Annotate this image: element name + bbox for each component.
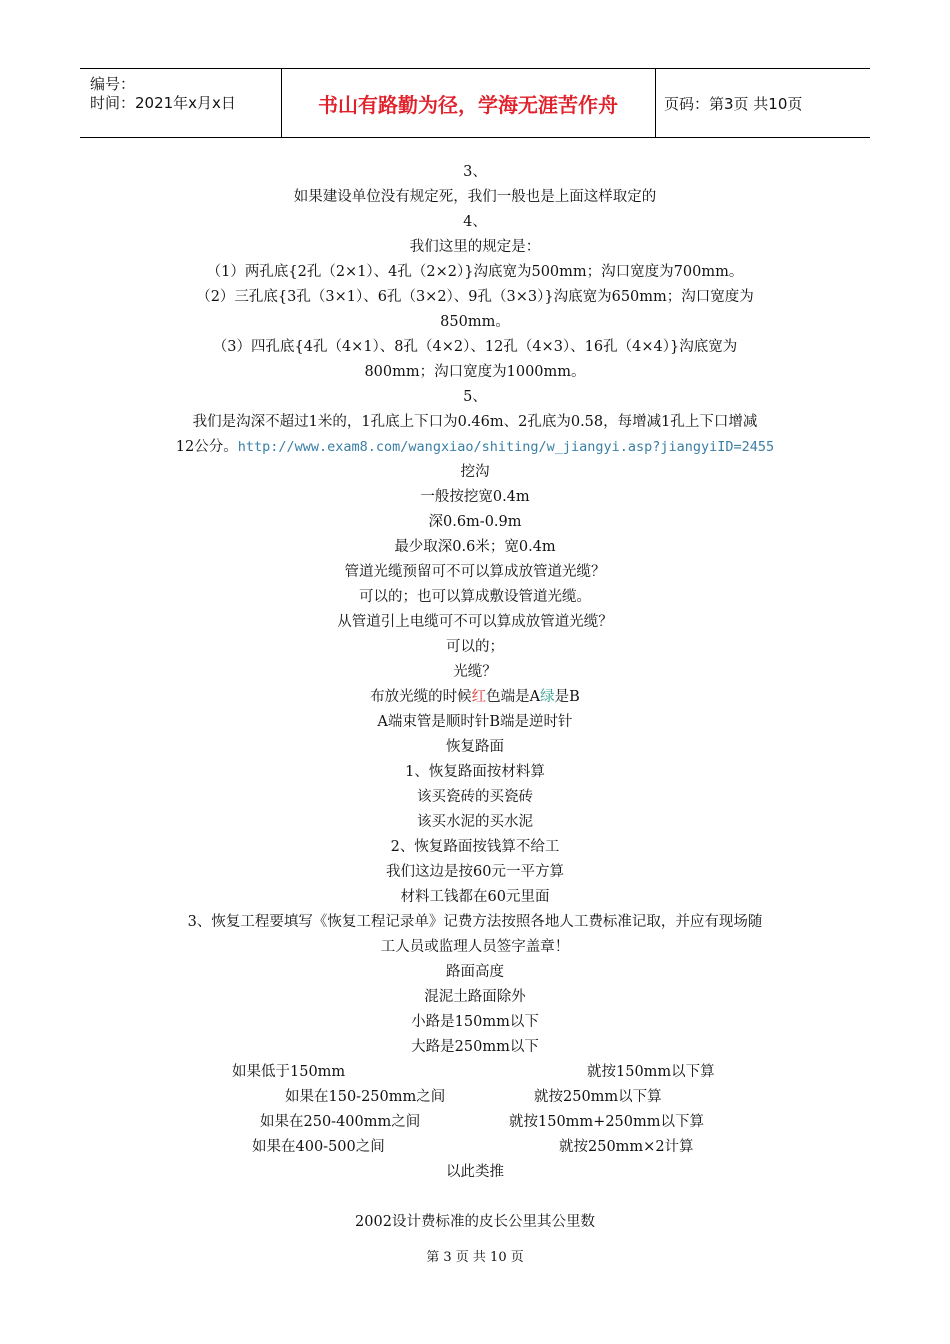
text-line: 以此类推 (446, 1164, 504, 1180)
text-line: 该买水泥的买水泥 (417, 814, 533, 830)
text-line (120, 435, 830, 460)
document-body (120, 160, 830, 1235)
text-line: 800mm；沟口宽度为1000mm。 (364, 364, 586, 380)
text-line: 混泥土路面除外 (424, 989, 526, 1005)
text-line: （1）两孔底{2孔（2×1）、4孔（2×2）}沟底宽为500mm；沟口宽度为700mm。 (206, 264, 744, 280)
green-word: 绿 (540, 689, 555, 705)
text-line: A端束管是顺时针B端是逆时针 (377, 714, 573, 730)
rule-condition: 如果在250-400mm之间 (260, 1114, 421, 1130)
text-line: 工人员或监理人员签字盖章！ (380, 939, 570, 955)
text-line: 路面高度 (446, 964, 504, 980)
number-label: 编号： (90, 75, 136, 93)
page-footer: 第 3 页 共 10 页 (426, 1250, 524, 1265)
text-line: 可以的；也可以算成敷设管道光缆。 (359, 589, 591, 605)
text-line: 我们这里的规定是： (409, 239, 541, 255)
text-line: 光缆？ (453, 664, 497, 680)
text-line: 850mm。 (440, 314, 510, 330)
text-segment: 色端是A (486, 689, 541, 705)
blank-line (120, 1185, 830, 1210)
text-line: 可以的； (446, 639, 504, 655)
document-header (80, 68, 870, 138)
text-line: 1、恢复路面按材料算 (405, 764, 545, 780)
text-line: 大路是250mm以下 (411, 1039, 539, 1055)
text-line: 挖沟 (460, 464, 490, 480)
text-line: 我们这边是按60元一平方算 (386, 864, 564, 880)
text-line: 该买瓷砖的买瓷砖 (417, 789, 533, 805)
text-line: 管道光缆预留可不可以算成放管道光缆？ (344, 564, 606, 580)
rule-row (120, 1060, 830, 1085)
rule-result: 就按250mm×2计算 (559, 1139, 694, 1155)
text-line: 3、 (463, 164, 487, 180)
text-segment: 12公分。 (175, 439, 238, 455)
text-line: 材料工钱都在60元里面 (400, 889, 550, 905)
rule-condition: 如果在150-250mm之间 (285, 1089, 446, 1105)
header-page-info: 页码：第3页 共10页 (664, 94, 803, 113)
text-segment: 是B (554, 689, 580, 705)
text-line: 从管道引上电缆可不可以算成放管道光缆？ (337, 614, 613, 630)
text-line: 我们是沟深不超过1米的，1孔底上下口为0.46m、2孔底为0.58，每增减1孔上下口增减 (192, 414, 758, 430)
rule-condition: 如果低于150mm (232, 1064, 346, 1080)
rule-row (120, 1135, 830, 1160)
header-divider (655, 69, 656, 137)
rule-result: 就按250mm以下算 (534, 1089, 662, 1105)
rule-condition: 如果在400-500之间 (252, 1139, 385, 1155)
rule-row (120, 1085, 830, 1110)
rule-result: 就按150mm以下算 (587, 1064, 715, 1080)
text-segment: 布放光缆的时候 (370, 689, 472, 705)
text-line: 恢复路面 (446, 739, 504, 755)
text-line: 最少取深0.6米；宽0.4m (394, 539, 556, 555)
text-line: 2002设计费标准的皮长公里其公里数 (355, 1214, 595, 1230)
exam8-link[interactable]: http://www.exam8.com/wangxiao/shiting/w_jiangyi.asp?jiangyiID=2455 (237, 439, 775, 455)
text-line: 一般按挖宽0.4m (420, 489, 530, 505)
text-line: （3）四孔底{4孔（4×1）、8孔（4×2）、12孔（4×3）、16孔（4×4）}沟底宽为 (212, 339, 738, 355)
text-line: 深0.6m-0.9m (428, 514, 522, 530)
text-line: 4、 (463, 214, 487, 230)
rule-result: 就按150mm+250mm以下算 (509, 1114, 704, 1130)
rule-row (120, 1110, 830, 1135)
text-line: 2、恢复路面按钱算不给工 (390, 839, 560, 855)
time-label: 时间：2021年x月x日 (90, 94, 236, 112)
text-line (120, 685, 830, 710)
red-word: 红 (471, 689, 487, 705)
text-line: 5、 (463, 389, 487, 405)
header-meta (80, 69, 280, 137)
header-motto: 书山有路勤为径，学海无涯苦作舟 (318, 92, 618, 117)
text-line: 小路是150mm以下 (411, 1014, 539, 1030)
text-line: 如果建设单位没有规定死，我们一般也是上面这样取定的 (293, 189, 657, 205)
text-line: 3、恢复工程要填写《恢复工程记录单》记费方法按照各地人工费标准记取，并应有现场随 (187, 914, 763, 930)
text-line: （2）三孔底{3孔（3×1）、6孔（3×2）、9孔（3×3）}沟底宽为650mm；沟口宽度为 (196, 289, 754, 305)
